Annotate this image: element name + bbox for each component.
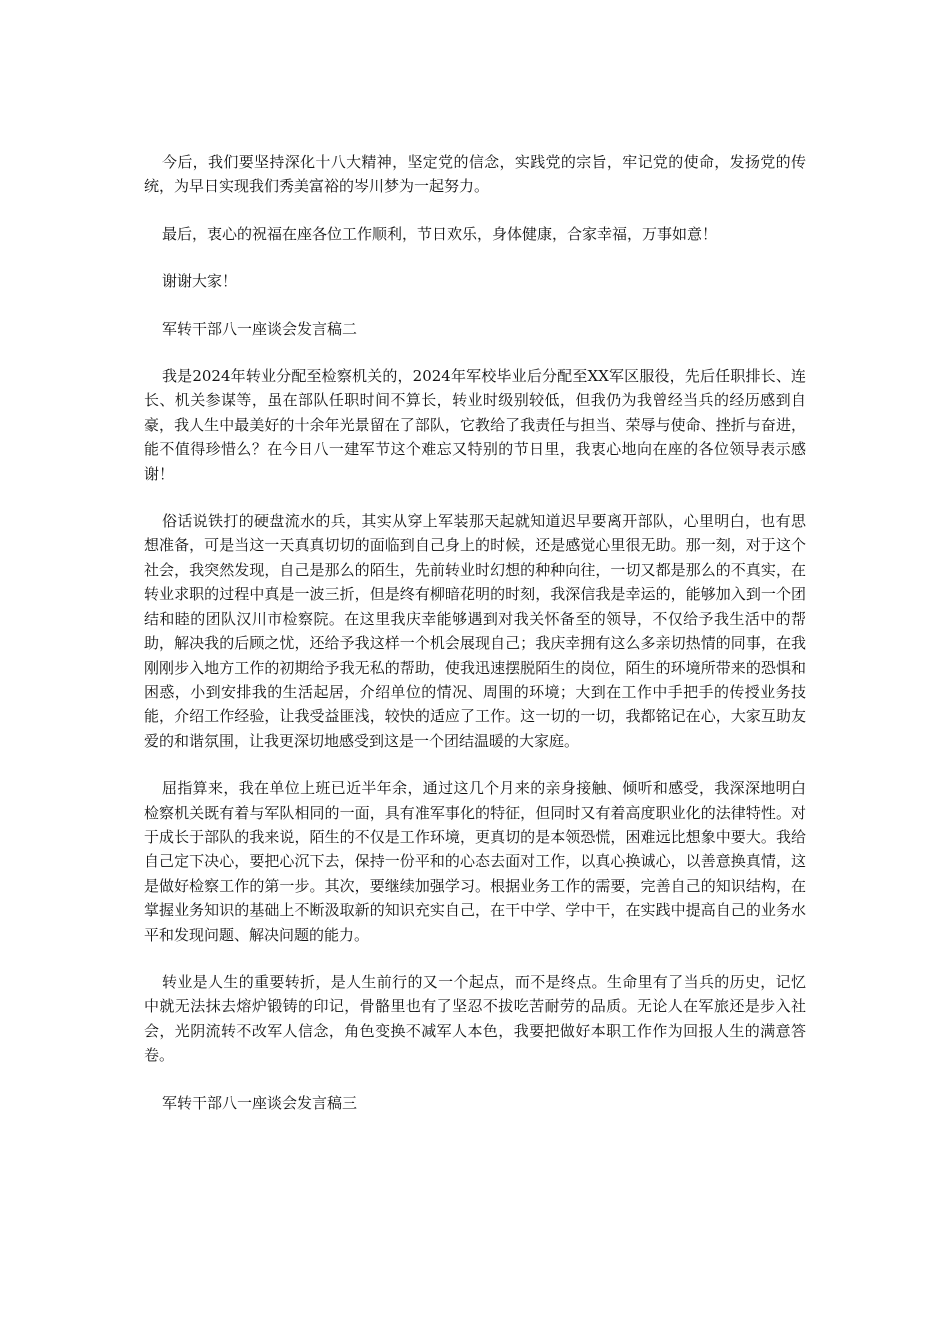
paragraph-conclusion: 转业是人生的重要转折，是人生前行的又一个起点，而不是终点。生命里有了当兵的历史，记忆中就无法抹去熔炉锻铸的印记，骨骼里也有了坚忍不拔吃苦耐劳的品质。无论人在军旅还是步入社会，光阴流转不改军人信念，角色变换不减军人本色，我要把做好本职工作作为回报人生的满意答卷。 (144, 972, 806, 1065)
paragraph-thanks: 谢谢大家！ (162, 272, 238, 291)
paragraph-work-reflection: 屈指算来，我在单位上班已近半年余，通过这几个月来的亲身接触、倾听和感受，我深深地明白检察机关既有着与军队相同的一面，具有准军事化的特征，但同时又有着高度职业化的法律特性。对于成长于部队的我来说，陌生的不仅是工作环境，更真切的是本领恐慌，困难远比想象中要大。我给自己定下决心，要把心沉下去，保持一份平和的心态去面对工作，以真心换诚心，以善意换真情，这是做好检察工作的第一步。其次，要继续加强学习。根据业务工作的需要，完善自己的知识结构，在掌握业务知识的基础上不断汲取新的知识充实自己，在干中学、学中干，在实践中提高自己的业务水平和发现问题、解决问题的能力。 (144, 779, 806, 944)
paragraph-closing-resolve: 今后，我们要坚持深化十八大精神，坚定党的信念，实践党的宗旨，牢记党的使命，发扬党的传统，为早日实现我们秀美富裕的岑川梦为一起努力。 (144, 153, 806, 196)
section-heading-three: 军转干部八一座谈会发言稿三 (162, 1093, 358, 1112)
paragraph-blessing: 最后，衷心的祝福在座各位工作顺利，节日欢乐，身体健康，合家幸福，万事如意！ (162, 224, 718, 243)
document-body (144, 150, 806, 1138)
section-heading-two: 军转干部八一座谈会发言稿二 (162, 319, 358, 338)
paragraph-introduction: 我是2024年转业分配至检察机关的，2024年军校毕业后分配至XX军区服役，先后任职排长、连长、机关参谋等，虽在部队任职时间不算长，转业时级别较低，但我仍为我曾经当兵的经历感到自豪，我人生中最美好的十余年光景留在了部队，它教给了我责任与担当、荣辱与使命、挫折与奋进，能不值得珍惜么？在今日八一建军节这个难忘又特别的节日里，我衷心地向在座的各位领导表示感谢！ (144, 367, 806, 483)
paragraph-transition: 俗话说铁打的硬盘流水的兵，其实从穿上军装那天起就知道迟早要离开部队，心里明白，也有思想准备，可是当这一天真真切切的面临到自己身上的时候，还是感觉心里很无助。那一刻，对于这个社会，我突然发现，自己是那么的陌生，先前转业时幻想的种种向往，一切又都是那么的不真实，在转业求职的过程中真是一波三折，但是终有柳暗花明的时刻，我深信我是幸运的，能够加入到一个团结和睦的团队汉川市检察院。在这里我庆幸能够遇到对我关怀备至的领导，不仅给予我生活中的帮助，解决我的后顾之忧，还给予我这样一个机会展现自己；我庆幸拥有这么多亲切热情的同事，在我刚刚步入地方工作的初期给予我无私的帮助，使我迅速摆脱陌生的岗位，陌生的环境所带来的恐惧和困惑，小到安排我的生活起居，介绍单位的情况、周围的环境；大到在工作中手把手的传授业务技能，介绍工作经验，让我受益匪浅，较快的适应了工作。这一切的一切，我都铭记在心，大家互助友爱的和谐氛围，让我更深切地感受到这是一个团结温暖的大家庭。 (144, 512, 806, 750)
